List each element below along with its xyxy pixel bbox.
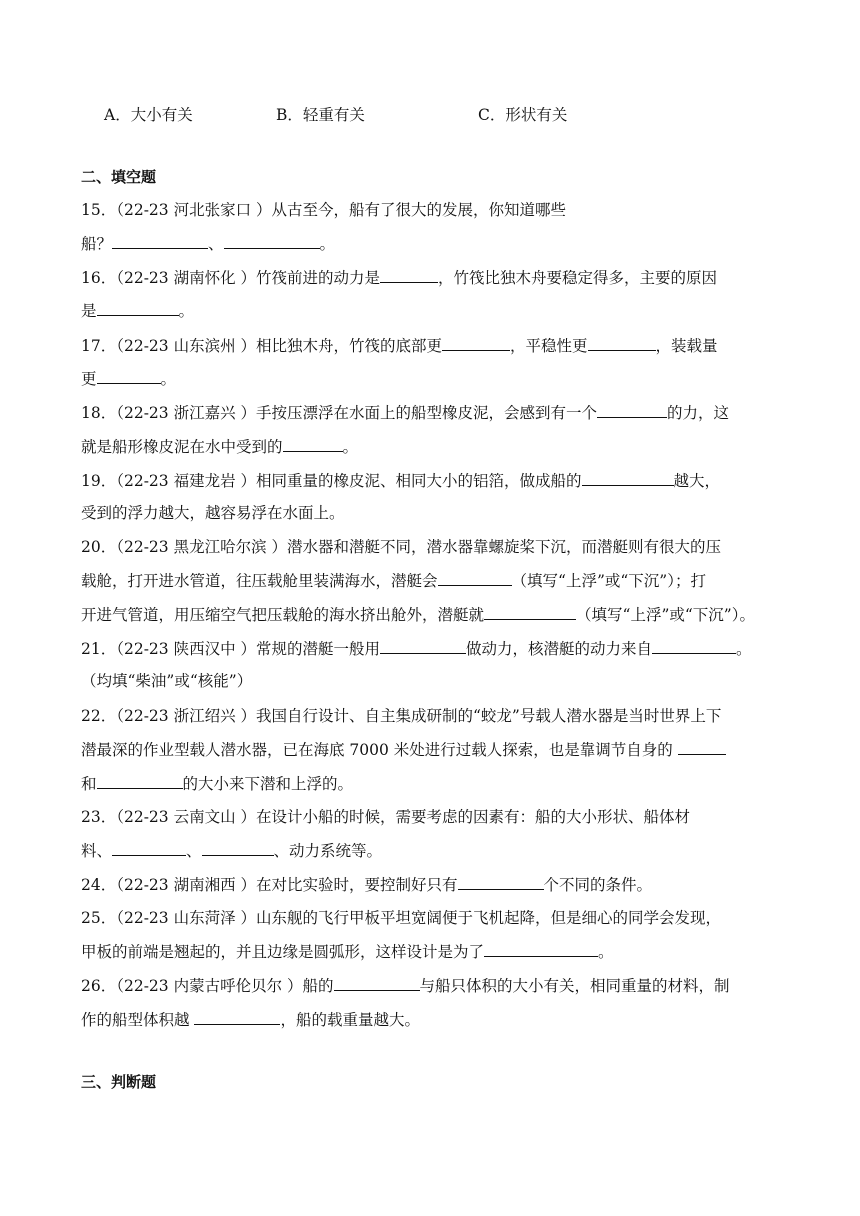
question-text: （填写“上浮”或“下沉”）。 xyxy=(576,606,755,624)
answer-blank[interactable] xyxy=(380,266,438,283)
question-text: 16．（22-23 湖南怀化 ）竹筏前进的动力是 xyxy=(81,269,381,287)
q21-line-2 xyxy=(81,670,793,692)
question-text: ，平稳性更 xyxy=(510,337,588,355)
answer-blank[interactable] xyxy=(202,839,274,856)
question-text: 25．（22-23 山东菏泽 ）山东舰的飞行甲板平坦宽阔便于飞机起降，但是细心的同学会发现， xyxy=(81,909,722,927)
q16-line-2 xyxy=(81,299,793,321)
answer-blank[interactable] xyxy=(283,435,343,452)
question-text: 。 xyxy=(319,235,336,253)
option-b: B．轻重有关 xyxy=(276,106,365,124)
question-text: 料、 xyxy=(81,842,113,860)
answer-blank[interactable] xyxy=(224,232,320,249)
question-text: 个不同的条件。 xyxy=(543,876,653,894)
answer-blank[interactable] xyxy=(334,974,420,991)
question-text: 24．（22-23 湖南湘西 ）在对比实验时，要控制好只有 xyxy=(81,876,458,894)
q20-line-1 xyxy=(81,536,793,558)
question-text: 与船只体积的大小有关，相同重量的材料，制 xyxy=(419,977,730,995)
question-text: 23．（22-23 云南文山 ）在设计小船的时候，需要考虑的因素有：船的大小形状、船体材 xyxy=(81,808,691,826)
answer-blank[interactable] xyxy=(380,637,466,654)
q23-line-1 xyxy=(81,806,793,828)
question-text: 。 xyxy=(178,302,195,320)
question-text: 21．（22-23 陕西汉中 ）常规的潜艇一般用 xyxy=(81,640,381,658)
question-text: 开进气管道，用压缩空气把压载舱的海水挤出舱外，潜艇就 xyxy=(81,606,485,624)
question-text: 就是船形橡皮泥在水中受到的 xyxy=(81,438,283,456)
answer-options xyxy=(0,103,860,127)
answer-blank[interactable] xyxy=(194,1008,280,1025)
question-text: 。 xyxy=(736,640,752,658)
question-text: 。 xyxy=(160,370,177,388)
q21-line-1 xyxy=(81,637,793,659)
q22-line-3 xyxy=(81,772,793,794)
question-text: 、 xyxy=(186,842,202,860)
q26-line-2 xyxy=(81,1008,793,1030)
question-text: 做动力，核潜艇的动力来自 xyxy=(466,640,653,658)
answer-blank[interactable] xyxy=(484,940,598,957)
q20-line-3 xyxy=(81,603,793,625)
q25-line-1 xyxy=(81,907,793,929)
answer-blank[interactable] xyxy=(597,401,667,418)
question-text: ，船的载重量越大。 xyxy=(280,1011,420,1029)
question-text: 、动力系统等。 xyxy=(273,842,383,860)
option-c: C．形状有关 xyxy=(478,106,568,124)
question-text: 15．（22-23 河北张家口 ）从古至今，船有了很大的发展，你知道哪些 xyxy=(81,201,567,219)
question-text: 甲板的前端是翘起的，并且边缘是圆弧形，这样设计是为了 xyxy=(81,943,485,961)
question-text: 和 xyxy=(81,775,97,793)
q17-line-2 xyxy=(81,367,793,389)
question-text: （填写“上浮”或“下沉”）；打 xyxy=(511,572,706,590)
question-text: 的大小来下潜和上浮的。 xyxy=(182,775,354,793)
question-text: 17．（22-23 山东滨州 ）相比独木舟，竹筏的底部更 xyxy=(81,337,443,355)
q26-line-1 xyxy=(81,974,793,996)
q19-line-2 xyxy=(81,502,793,524)
section-title-true-false: 三、判断题 xyxy=(81,1073,157,1091)
q20-line-2 xyxy=(81,569,793,591)
q24-line xyxy=(81,873,793,895)
question-text: （均填“柴油”或“核能”） xyxy=(81,672,253,690)
question-text: ，竹筏比独木舟要稳定得多，主要的原因 xyxy=(438,269,718,287)
question-text: 的力，这 xyxy=(667,404,730,422)
answer-blank[interactable] xyxy=(112,839,186,856)
question-text: 船？ xyxy=(81,235,113,253)
question-text: 潜最深的作业型载人潜水器，已在海底 7000 米处进行过载人探索，也是靠调节自身的 xyxy=(81,741,678,759)
q15-line-2 xyxy=(81,232,793,254)
question-text: 。 xyxy=(342,438,359,456)
question-text: 更 xyxy=(81,370,97,388)
question-text: 载舱，打开进水管道，往压载舱里装满海水，潜艇会 xyxy=(81,572,438,590)
option-a: A．大小有关 xyxy=(104,106,193,124)
question-text: 22．（22-23 浙江绍兴 ）我国自行设计、自主集成研制的“蛟龙”号载人潜水器是当时世界上下 xyxy=(81,707,722,725)
section-title-fill-in: 二、填空题 xyxy=(81,168,157,186)
q19-line-1 xyxy=(81,469,793,491)
q16-line-1 xyxy=(81,266,793,288)
answer-blank[interactable] xyxy=(442,334,510,351)
answer-blank[interactable] xyxy=(97,299,179,316)
question-text: 。 xyxy=(598,943,614,961)
question-text: 、 xyxy=(208,235,224,253)
answer-blank[interactable] xyxy=(678,738,726,755)
question-text: 受到的浮力越大，越容易浮在水面上。 xyxy=(81,504,345,522)
question-text: 越大， xyxy=(673,472,721,490)
answer-blank[interactable] xyxy=(112,232,208,249)
q17-line-1 xyxy=(81,334,793,356)
q22-line-1 xyxy=(81,705,793,727)
question-text: 19．（22-23 福建龙岩 ）相同重量的橡皮泥、相同大小的铝箔，做成船的 xyxy=(81,472,582,490)
answer-blank[interactable] xyxy=(582,469,674,486)
q22-line-2 xyxy=(81,738,793,760)
question-text: 20．（22-23 黑龙江哈尔滨 ）潜水器和潜艇不同，潜水器靠螺旋桨下沉，而潜艇则有很大的压 xyxy=(81,538,722,556)
question-text: 作的船型体积越 xyxy=(81,1011,195,1029)
answer-blank[interactable] xyxy=(458,873,544,890)
question-text: 26．（22-23 内蒙古呼伦贝尔 ）船的 xyxy=(81,977,334,995)
answer-blank[interactable] xyxy=(438,569,512,586)
answer-blank[interactable] xyxy=(97,367,161,384)
q15-line-1 xyxy=(81,199,793,221)
answer-blank[interactable] xyxy=(97,772,183,789)
q18-line-2 xyxy=(81,435,793,457)
q18-line-1 xyxy=(81,401,793,423)
question-text: ，装载量 xyxy=(655,337,718,355)
answer-blank[interactable] xyxy=(652,637,736,654)
q23-line-2 xyxy=(81,839,793,861)
answer-blank[interactable] xyxy=(484,603,576,620)
question-text: 18．（22-23 浙江嘉兴 ）手按压漂浮在水面上的船型橡皮泥，会感到有一个 xyxy=(81,404,598,422)
question-text: 是 xyxy=(81,302,97,320)
answer-blank[interactable] xyxy=(588,334,656,351)
q25-line-2 xyxy=(81,940,793,962)
